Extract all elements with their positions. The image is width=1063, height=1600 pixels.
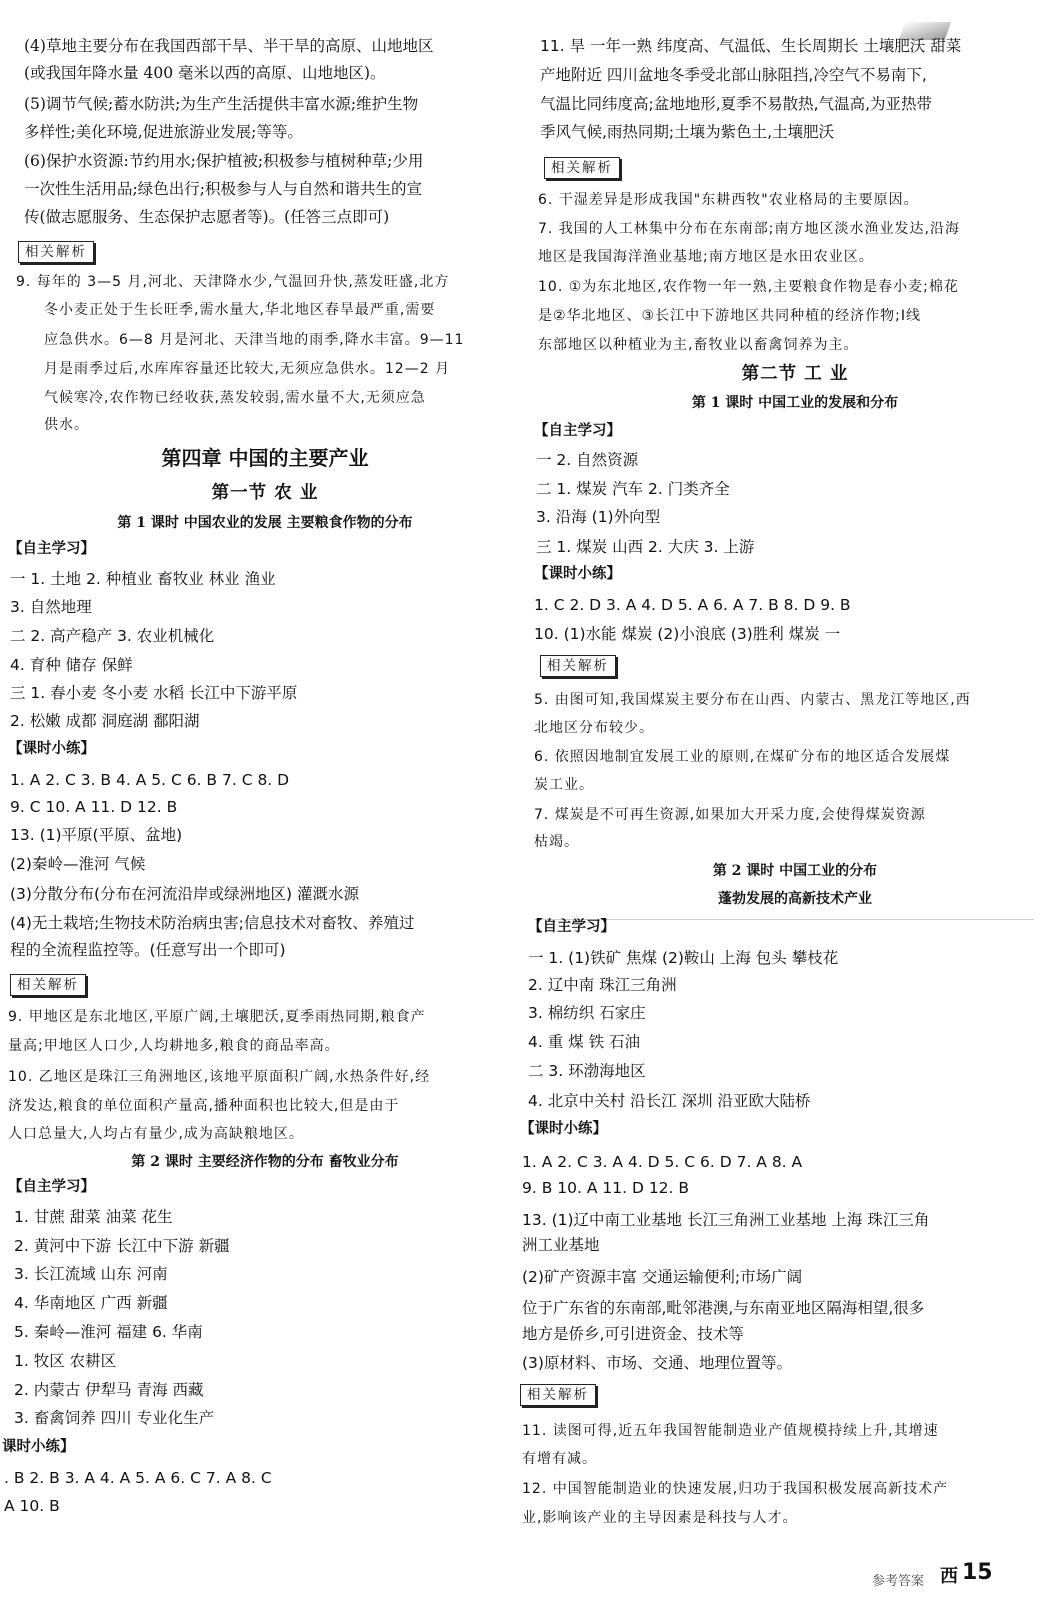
answer-line: 一 1. 土地 2. 种植业 畜牧业 林业 渔业 [10, 570, 276, 588]
answer-line: 4. 北京中关村 沿长江 深圳 沿亚欧大陆桥 [528, 1092, 811, 1110]
answer-line: 13. (1)辽中南工业基地 长江三角洲工业基地 上海 珠江三角 [522, 1211, 930, 1229]
analysis-line: 北地区分布较少。 [534, 720, 654, 736]
answer-line: 洲工业基地 [522, 1236, 600, 1254]
analysis-line: 月是雨季过后,水库库容量还比较大,无须应急供水。12—2 月 [44, 361, 451, 377]
lesson-title: 第 1 课时 中国农业的发展 主要粮食作物的分布 [117, 515, 413, 531]
answer-line: 4. 重 煤 铁 石油 [528, 1033, 640, 1051]
answer-line: 季风气候,雨热同期;土壤为紫色土,土壤肥沃 [540, 123, 835, 141]
answer-line: 多样性;美化环境,促进旅游业发展;等等。 [24, 123, 303, 141]
answer-line: 位于广东省的东南部,毗邻港澳,与东南亚地区隔海相望,很多 [522, 1299, 925, 1317]
answer-line: 三 1. 春小麦 冬小麦 水稻 长江中下游平原 [10, 684, 298, 702]
answer-line: 9. C 10. A 11. D 12. B [10, 798, 178, 816]
analysis-tag: 相关解析 [540, 655, 616, 677]
analysis-line: 济发达,粮食的单位面积产量高,播种面积也比较大,但是由于 [8, 1098, 400, 1114]
answer-line: 传(做志愿服务、生态保护志愿者等)。(任答三点即可) [24, 208, 390, 226]
answer-line: 二 2. 高产稳产 3. 农业机械化 [10, 627, 215, 645]
answer-line: 3. 畜禽饲养 四川 专业化生产 [14, 1409, 215, 1427]
self-study-heading: 【自主学习】 [528, 919, 615, 935]
answer-line: 13. (1)平原(平原、盆地) [10, 826, 183, 844]
lesson-title: 第 1 课时 中国工业的发展和分布 [691, 395, 899, 411]
answer-line: A 10. B [4, 1497, 60, 1515]
answer-line: 1. 甘蔗 甜菜 油菜 花生 [14, 1208, 173, 1226]
answer-line: 5. 秦岭—淮河 福建 6. 华南 [14, 1323, 203, 1341]
analysis-line: 应急供水。6—8 月是河北、天津当地的雨季,降水丰富。9—11 [44, 332, 465, 348]
answer-line: 气温比同纬度高;盆地地形,夏季不易散热,气温高,为亚热带 [540, 95, 933, 113]
analysis-line: 7. 我国的人工林集中分布在东南部;南方地区淡水渔业发达,沿海 [538, 221, 960, 237]
answer-line: 9. B 10. A 11. D 12. B [522, 1179, 690, 1197]
analysis-line: 7. 煤炭是不可再生资源,如果加大开采力度,会使得煤炭资源 [534, 807, 926, 823]
answer-line: 11. 旱 一年一熟 纬度高、气温低、生长周期长 土壤肥沃 甜菜 [540, 37, 962, 55]
practice-heading: 课时小练】 [2, 1439, 75, 1455]
section-title: 第一节 农 业 [211, 483, 319, 503]
analysis-line: 枯竭。 [534, 834, 579, 850]
analysis-line: 11. 读图可得,近五年我国智能制造业产值规模持续上升,其增速 [522, 1423, 939, 1439]
answer-line: 1. A 2. C 3. B 4. A 5. C 6. B 7. C 8. D [10, 771, 290, 789]
self-study-heading: 【自主学习】 [8, 1179, 95, 1195]
answer-line: . B 2. B 3. A 4. A 5. A 6. C 7. A 8. C [4, 1469, 272, 1487]
answer-line: (或我国年降水量 400 毫米以西的高原、山地地区)。 [24, 64, 386, 82]
answer-line: 一次性生活用品;绿色出行;积极参与人与自然和谐共生的宣 [24, 180, 422, 198]
answer-line: (4)无土栽培;生物技术防治病虫害;信息技术对畜牧、养殖过 [10, 914, 415, 932]
answer-line: 2. 辽中南 珠江三角洲 [528, 976, 677, 994]
analysis-line: 人口总量大,人均占有量少,成为高缺粮地区。 [8, 1126, 304, 1142]
answer-line: 3. 长江流域 山东 河南 [14, 1265, 168, 1283]
analysis-line: 供水。 [44, 417, 89, 433]
analysis-tag: 相关解析 [10, 974, 86, 996]
analysis-line: 冬小麦正处于生长旺季,需水量大,华北地区春旱最严重,需要 [44, 302, 436, 318]
answer-line: (3)分散分布(分布在河流沿岸或绿洲地区) 灌溉水源 [10, 885, 359, 903]
answer-line: (4)草地主要分布在我国西部干旱、半干旱的高原、山地地区 [24, 37, 434, 55]
answer-line: 三 1. 煤炭 山西 2. 大庆 3. 上游 [536, 538, 755, 556]
analysis-line: 10. ①为东北地区,农作物一年一熟,主要粮食作物是春小麦;棉花 [538, 279, 959, 295]
answer-line: 地方是侨乡,可引进资金、技术等 [522, 1325, 744, 1343]
practice-heading: 【课时小练】 [534, 566, 621, 582]
analysis-line: 业,影响该产业的主导因素是科技与人才。 [522, 1510, 798, 1526]
answer-line: (2)矿产资源丰富 交通运输便利;市场广阔 [522, 1268, 803, 1286]
footer-region: 西 [940, 1566, 958, 1587]
footer-label: 参考答案 [872, 1574, 925, 1589]
section-title: 第二节 工 业 [741, 364, 849, 384]
analysis-line: 东部地区以种植业为主,畜牧业以畜禽饲养为主。 [538, 337, 859, 353]
analysis-line: 有增有减。 [522, 1451, 597, 1467]
analysis-tag: 相关解析 [18, 241, 94, 263]
answer-line: 3. 棉纺织 石家庄 [528, 1004, 646, 1022]
answer-line: 1. C 2. D 3. A 4. D 5. A 6. A 7. B 8. D 9. B [534, 596, 851, 614]
answer-line: 2. 松嫩 成都 洞庭湖 鄱阳湖 [10, 712, 200, 730]
chapter-title: 第四章 中国的主要产业 [161, 446, 369, 470]
answer-line: (5)调节气候;蓄水防洪;为生产生活提供丰富水源;维护生物 [24, 95, 419, 113]
answer-line: (6)保护水资源:节约用水;保护植被;积极参与植树种草;少用 [24, 152, 424, 170]
answer-line: (3)原材料、市场、交通、地理位置等。 [522, 1354, 792, 1372]
answer-line: 2. 内蒙古 伊犁马 青海 西藏 [14, 1381, 204, 1399]
answer-line: 10. (1)水能 煤炭 (2)小浪底 (3)胜利 煤炭 一 [534, 625, 841, 643]
answer-line: 3. 沿海 (1)外向型 [536, 508, 661, 526]
analysis-line: 炭工业。 [534, 777, 594, 793]
lesson-title: 第 2 课时 主要经济作物的分布 畜牧业分布 [131, 1154, 399, 1170]
answer-line: 二 1. 煤炭 汽车 2. 门类齐全 [536, 480, 730, 498]
practice-heading: 【课时小练】 [520, 1121, 607, 1137]
analysis-line: 12. 中国智能制造业的快速发展,归功于我国积极发展高新技术产 [522, 1481, 949, 1497]
answer-line: 4. 华南地区 广西 新疆 [14, 1294, 168, 1312]
analysis-line: 量高;甲地区人口少,人均耕地多,粮食的商品率高。 [8, 1038, 340, 1054]
analysis-line: 9. 甲地区是东北地区,平原广阔,土壤肥沃,夏季雨热同期,粮食产 [8, 1009, 426, 1025]
answer-line: 4. 育种 储存 保鲜 [10, 656, 133, 674]
answer-line: 2. 黄河中下游 长江中下游 新疆 [14, 1237, 230, 1255]
analysis-line: 气候寒冷,农作物已经收获,蒸发较弱,需水量不大,无须应急 [44, 390, 426, 406]
practice-heading: 【课时小练】 [8, 741, 95, 757]
answer-line: 3. 自然地理 [10, 598, 92, 616]
analysis-line: 5. 由图可知,我国煤炭主要分布在山西、内蒙古、黑龙江等地区,西 [534, 692, 971, 708]
answer-line: 1. A 2. C 3. A 4. D 5. C 6. D 7. A 8. A [522, 1153, 803, 1171]
page-number: 15 [962, 1560, 993, 1585]
analysis-line: 9. 每年的 3—5 月,河北、天津降水少,气温回升快,蒸发旺盛,北方 [16, 274, 450, 290]
lesson-subtitle: 蓬勃发展的高新技术产业 [718, 891, 872, 907]
self-study-heading: 【自主学习】 [534, 423, 621, 439]
analysis-line: 6. 依照因地制宜发展工业的原则,在煤矿分布的地区适合发展煤 [534, 749, 951, 765]
analysis-tag: 相关解析 [520, 1384, 596, 1406]
answer-line: 1. 牧区 农耕区 [14, 1352, 117, 1370]
answer-line: 二 3. 环渤海地区 [528, 1062, 646, 1080]
analysis-tag: 相关解析 [544, 157, 620, 179]
answer-line: 程的全流程监控等。(任意写出一个即可) [10, 941, 286, 959]
lesson-title: 第 2 课时 中国工业的分布 [712, 863, 878, 879]
analysis-line: 地区是我国海洋渔业基地;南方地区是水田农业区。 [538, 249, 874, 265]
analysis-line: 6. 干湿差异是形成我国"东耕西牧"农业格局的主要原因。 [538, 192, 919, 208]
analysis-line: 是②华北地区、③长江中下游地区共同种植的经济作物;Ⅰ线 [538, 308, 921, 324]
self-study-heading: 【自主学习】 [8, 541, 95, 557]
answer-line: 一 1. (1)铁矿 焦煤 (2)鞍山 上海 包头 攀枝花 [528, 949, 839, 967]
answer-line: (2)秦岭—淮河 气候 [10, 855, 146, 873]
answer-line: 产地附近 四川盆地冬季受北部山脉阻挡,冷空气不易南下, [540, 66, 927, 84]
answer-line: 一 2. 自然资源 [536, 451, 639, 469]
analysis-line: 10. 乙地区是珠江三角洲地区,该地平原面积广阔,水热条件好,经 [8, 1069, 431, 1085]
